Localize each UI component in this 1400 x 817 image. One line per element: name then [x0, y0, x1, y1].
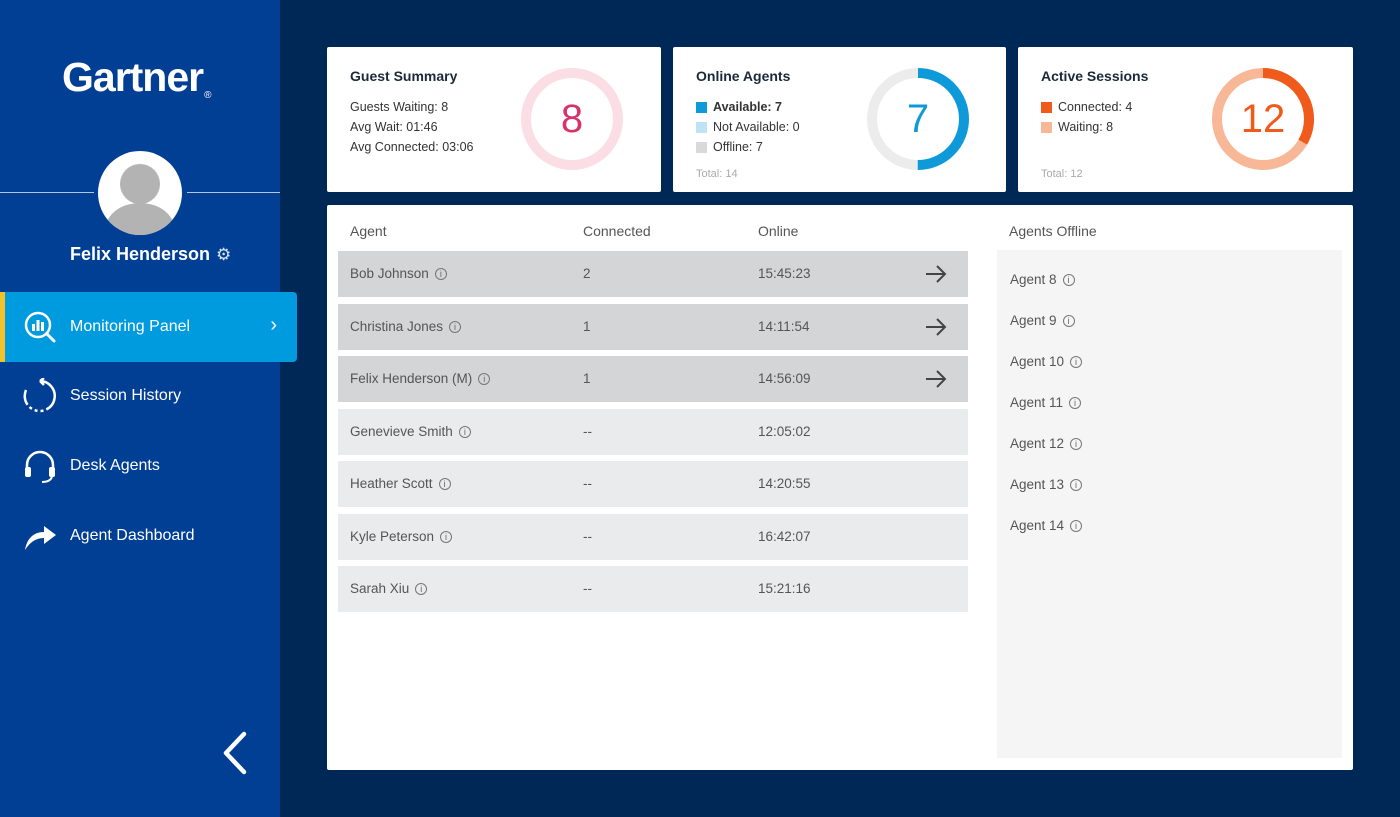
- agent-name-cell: [350, 319, 461, 334]
- online-time: 15:45:23: [758, 266, 811, 281]
- legend-swatch: [1041, 122, 1052, 133]
- active-sessions-card: [1018, 47, 1353, 192]
- connected-count: 2: [583, 266, 591, 281]
- offline-agent-name: Agent 10: [1010, 354, 1065, 369]
- legend-label: Not Available: 0: [713, 120, 800, 134]
- info-icon[interactable]: i: [1070, 479, 1082, 491]
- divider: [0, 192, 94, 193]
- nav-label: Agent Dashboard: [70, 527, 195, 544]
- avg-wait: Avg Wait: 01:46: [350, 120, 438, 134]
- table-row[interactable]: [338, 461, 968, 507]
- avatar[interactable]: [98, 151, 182, 235]
- history-icon: [22, 378, 58, 414]
- legend-not-available: [696, 117, 800, 137]
- list-item: [1010, 436, 1082, 451]
- info-icon[interactable]: i: [439, 478, 451, 490]
- info-icon[interactable]: i: [1069, 397, 1081, 409]
- table-row[interactable]: [338, 409, 968, 455]
- table-row[interactable]: [338, 356, 968, 402]
- table-row[interactable]: [338, 251, 968, 297]
- legend-connected: [1041, 97, 1132, 117]
- agent-name-cell: [350, 266, 447, 281]
- online-time: 15:21:16: [758, 581, 811, 596]
- offline-agent-name: Agent 8: [1010, 272, 1057, 287]
- card-title: Guest Summary: [350, 68, 458, 84]
- legend-available: [696, 97, 800, 117]
- online-time: 14:11:54: [758, 319, 810, 334]
- legend-swatch: [696, 122, 707, 133]
- agents-panel: [327, 205, 1353, 770]
- legend-label: Connected: 4: [1058, 100, 1133, 114]
- avatar-body: [106, 203, 174, 235]
- offline-agent-name: Agent 13: [1010, 477, 1065, 492]
- user-name: [70, 244, 231, 265]
- info-icon[interactable]: i: [478, 373, 490, 385]
- legend-label: Waiting: 8: [1058, 120, 1114, 134]
- table-row[interactable]: [338, 304, 968, 350]
- nav-label: Session History: [70, 387, 182, 404]
- list-item: [1010, 477, 1082, 492]
- agent-name-cell: [350, 476, 451, 491]
- gartner-logo: Gartner®: [62, 54, 211, 101]
- agent-name-cell: [350, 371, 490, 386]
- guest-summary-lines: [350, 97, 473, 157]
- divider: [187, 192, 280, 193]
- agents-count: 7: [906, 96, 930, 141]
- info-icon[interactable]: i: [440, 531, 452, 543]
- info-icon[interactable]: i: [1070, 520, 1082, 532]
- online-agents-card: [673, 47, 1006, 192]
- card-title: Online Agents: [696, 68, 791, 84]
- column-header-agent: Agent: [350, 223, 387, 239]
- connected-count: --: [583, 529, 592, 544]
- connected-count: --: [583, 424, 592, 439]
- arrow-right-icon[interactable]: [924, 315, 948, 339]
- info-icon[interactable]: i: [415, 583, 427, 595]
- sessions-legend: [1041, 97, 1132, 137]
- agents-total: Total: 14: [696, 168, 738, 180]
- sessions-count: 12: [1240, 96, 1286, 141]
- list-item: [1010, 313, 1075, 328]
- connected-count: 1: [583, 371, 591, 386]
- info-icon[interactable]: i: [1063, 315, 1075, 327]
- card-title: Active Sessions: [1041, 68, 1149, 84]
- column-header-connected: Connected: [583, 223, 651, 239]
- offline-agent-name: Agent 9: [1010, 313, 1057, 328]
- connected-count: 1: [583, 319, 591, 334]
- sessions-total: Total: 12: [1041, 168, 1083, 180]
- chevron-right-icon: ›: [270, 314, 277, 336]
- legend-waiting: [1041, 117, 1132, 137]
- table-row[interactable]: [338, 566, 968, 612]
- legend-swatch: [696, 142, 707, 153]
- legend-label: Offline: 7: [713, 140, 763, 154]
- agent-name: Heather Scott: [350, 476, 433, 491]
- avatar-head: [120, 164, 160, 204]
- guests-waiting: Guests Waiting: 8: [350, 100, 449, 114]
- list-item: [1010, 518, 1082, 533]
- agent-name: Sarah Xiu: [350, 581, 410, 596]
- connected-count: --: [583, 581, 592, 596]
- agent-name: Kyle Peterson: [350, 529, 435, 544]
- column-header-online: Online: [758, 223, 799, 239]
- online-time: 12:05:02: [758, 424, 811, 439]
- agent-name: Bob Johnson: [350, 266, 429, 281]
- column-header-agents-offline: Agents Offline: [1009, 223, 1097, 239]
- nav-label: Desk Agents: [70, 457, 160, 474]
- nav-agent-dashboard[interactable]: [0, 501, 297, 571]
- online-time: 16:42:07: [758, 529, 811, 544]
- offline-agent-name: Agent 12: [1010, 436, 1065, 451]
- legend-swatch: [696, 102, 707, 113]
- info-icon[interactable]: i: [459, 426, 471, 438]
- online-time: 14:20:55: [758, 476, 811, 491]
- collapse-sidebar-button[interactable]: [218, 728, 252, 778]
- nav-label: Monitoring Panel: [70, 318, 191, 335]
- nav-desk-agents[interactable]: [0, 431, 297, 501]
- agent-name: Christina Jones: [350, 319, 444, 334]
- legend-offline: [696, 137, 800, 157]
- agents-legend: [696, 97, 800, 157]
- avg-connected: Avg Connected: 03:06: [350, 140, 474, 154]
- agent-name-cell: [350, 529, 452, 544]
- info-icon[interactable]: i: [1070, 356, 1082, 368]
- agent-name: Genevieve Smith: [350, 424, 453, 439]
- offline-agent-name: Agent 14: [1010, 518, 1065, 533]
- info-icon[interactable]: i: [435, 268, 447, 280]
- guest-summary-card: [327, 47, 661, 192]
- legend-label: Available: 7: [713, 100, 783, 114]
- info-icon[interactable]: i: [1070, 438, 1082, 450]
- headset-icon: [22, 448, 58, 484]
- list-item: [1010, 354, 1082, 369]
- arrow-right-icon[interactable]: [924, 262, 948, 286]
- info-icon[interactable]: i: [1063, 274, 1075, 286]
- guest-count: 8: [560, 96, 584, 141]
- legend-swatch: [1041, 102, 1052, 113]
- gear-icon[interactable]: ⚙: [216, 244, 232, 264]
- agent-name-cell: [350, 581, 427, 596]
- share-arrow-icon: [22, 518, 58, 554]
- offline-agents-list: [997, 250, 1342, 758]
- connected-count: --: [583, 476, 592, 491]
- user-name-label: Felix Henderson: [70, 244, 211, 264]
- sidebar: [0, 0, 280, 817]
- table-row[interactable]: [338, 514, 968, 560]
- offline-agent-name: Agent 11: [1010, 395, 1064, 410]
- nav-session-history[interactable]: [0, 361, 297, 431]
- list-item: [1010, 272, 1075, 287]
- info-icon[interactable]: i: [449, 321, 461, 333]
- agent-name: Felix Henderson (M): [350, 371, 473, 386]
- chart-magnifier-icon: [22, 309, 58, 345]
- nav-monitoring-panel[interactable]: [0, 292, 297, 362]
- agent-name-cell: [350, 424, 471, 439]
- list-item: [1010, 395, 1081, 410]
- arrow-right-icon[interactable]: [924, 367, 948, 391]
- online-time: 14:56:09: [758, 371, 811, 386]
- chevron-left-icon: [218, 728, 252, 778]
